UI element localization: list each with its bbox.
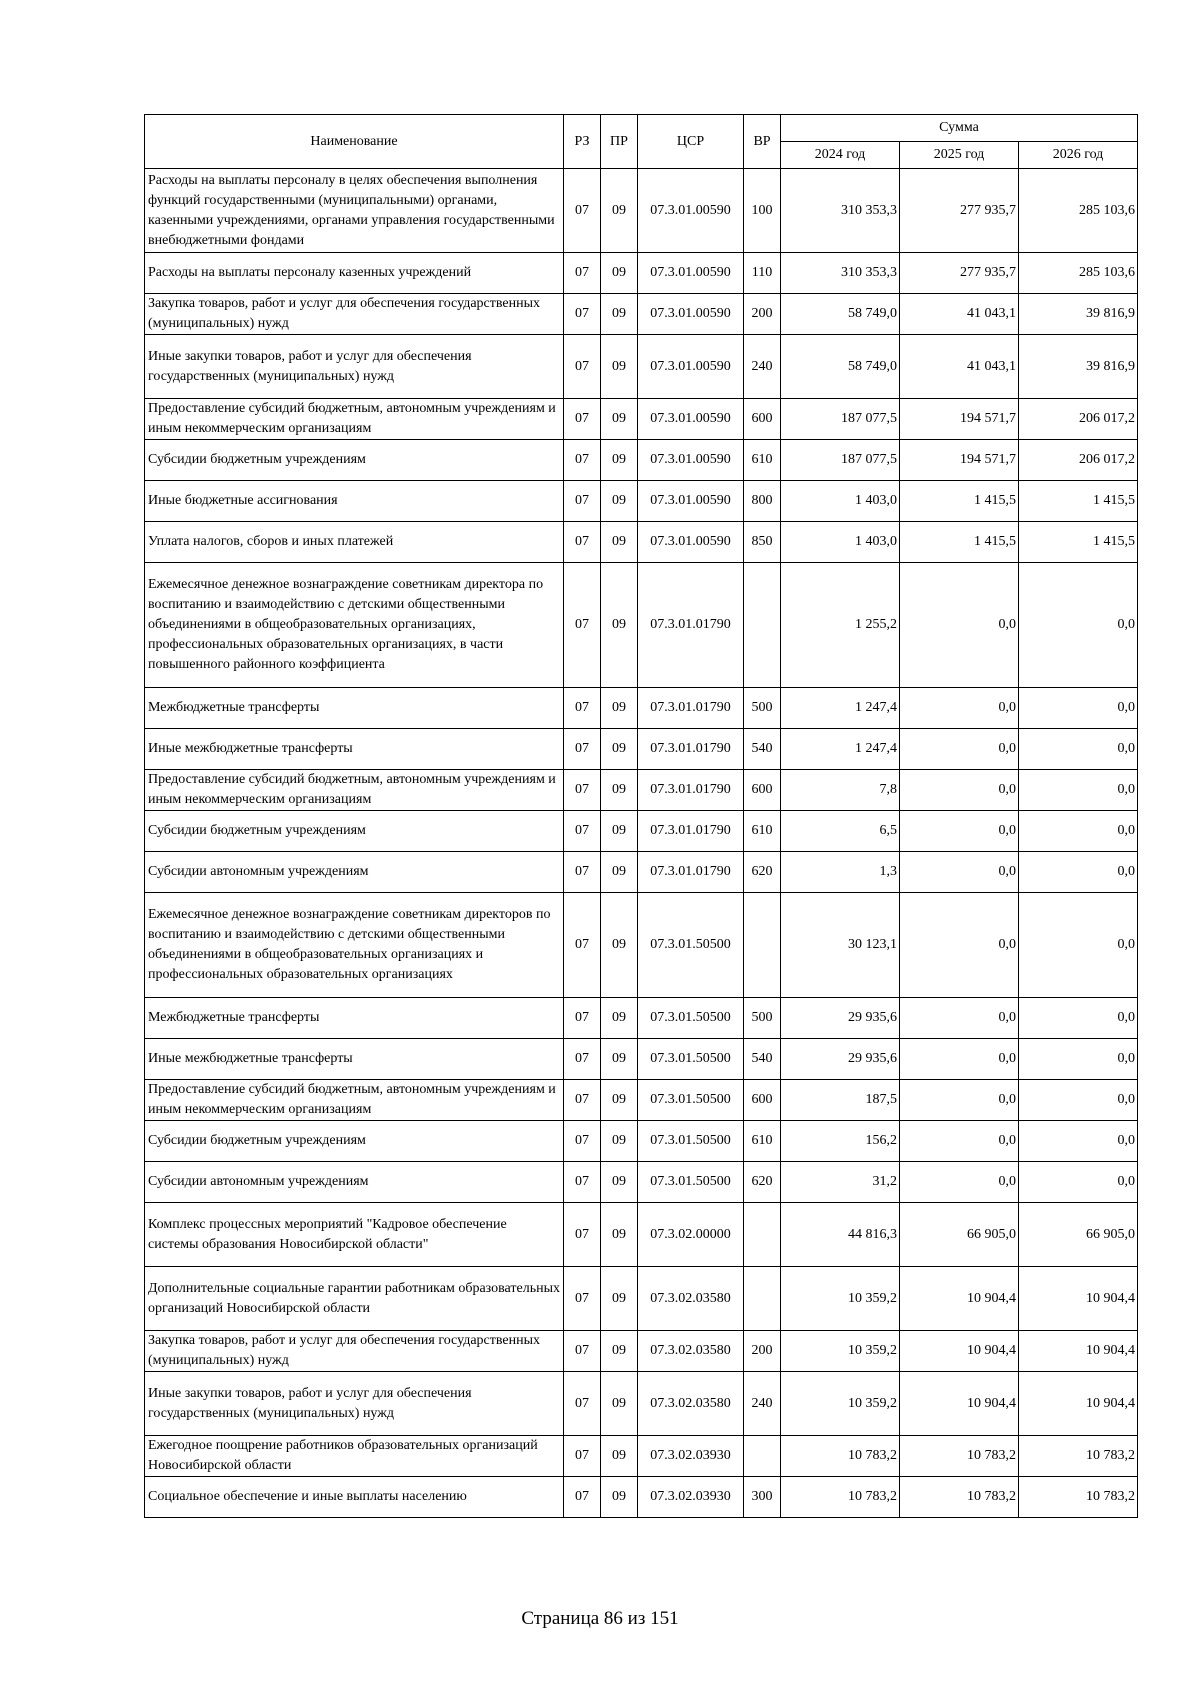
cell-pr: 09: [601, 770, 638, 811]
cell-name: Субсидии автономным учреждениям: [145, 1162, 564, 1203]
cell-2024: 1 403,0: [781, 522, 900, 563]
table-row: [145, 1080, 1138, 1121]
cell-vr: 600: [744, 1080, 781, 1121]
table-row: [145, 294, 1138, 335]
cell-name: Субсидии бюджетным учреждениям: [145, 440, 564, 481]
cell-vr: 600: [744, 770, 781, 811]
cell-pr: 09: [601, 852, 638, 893]
cell-pr: 09: [601, 1039, 638, 1080]
cell-2026: 285 103,6: [1019, 253, 1138, 294]
budget-table: [144, 114, 1138, 1518]
cell-csr: 07.3.01.50500: [638, 893, 744, 998]
cell-2026: 1 415,5: [1019, 481, 1138, 522]
cell-name: Уплата налогов, сборов и иных платежей: [145, 522, 564, 563]
cell-rz: 07: [564, 852, 601, 893]
header-rz: РЗ: [564, 115, 601, 169]
cell-2025: 0,0: [900, 811, 1019, 852]
cell-2024: 10 783,2: [781, 1477, 900, 1518]
table-body: [145, 169, 1138, 1518]
cell-pr: 09: [601, 440, 638, 481]
cell-2026: 66 905,0: [1019, 1203, 1138, 1267]
cell-2025: 66 905,0: [900, 1203, 1019, 1267]
cell-vr: 110: [744, 253, 781, 294]
cell-2026: 0,0: [1019, 770, 1138, 811]
cell-csr: 07.3.01.00590: [638, 522, 744, 563]
cell-pr: 09: [601, 563, 638, 688]
cell-name: Социальное обеспечение и иные выплаты населению: [145, 1477, 564, 1518]
cell-csr: 07.3.01.50500: [638, 1039, 744, 1080]
table-row: [145, 729, 1138, 770]
cell-2026: 10 904,4: [1019, 1331, 1138, 1372]
table-row: [145, 522, 1138, 563]
header-vr: ВР: [744, 115, 781, 169]
cell-pr: 09: [601, 729, 638, 770]
cell-name: Субсидии бюджетным учреждениям: [145, 811, 564, 852]
cell-csr: 07.3.01.50500: [638, 1080, 744, 1121]
cell-2026: 0,0: [1019, 1121, 1138, 1162]
cell-2024: 44 816,3: [781, 1203, 900, 1267]
cell-2025: 0,0: [900, 688, 1019, 729]
table-row: [145, 563, 1138, 688]
cell-2026: 0,0: [1019, 1080, 1138, 1121]
cell-pr: 09: [601, 811, 638, 852]
cell-2026: 206 017,2: [1019, 399, 1138, 440]
cell-pr: 09: [601, 998, 638, 1039]
table-row: [145, 770, 1138, 811]
cell-csr: 07.3.02.00000: [638, 1203, 744, 1267]
cell-rz: 07: [564, 522, 601, 563]
cell-rz: 07: [564, 169, 601, 253]
cell-2025: 1 415,5: [900, 481, 1019, 522]
cell-csr: 07.3.01.50500: [638, 998, 744, 1039]
cell-2024: 1 247,4: [781, 688, 900, 729]
cell-pr: 09: [601, 1162, 638, 1203]
cell-2025: 41 043,1: [900, 294, 1019, 335]
cell-csr: 07.3.01.01790: [638, 563, 744, 688]
cell-name: Расходы на выплаты персоналу в целях обеспечения выполнения функций государственными (муниципальными) органами, казенными учреждениями, органами управления государственными внебюджетными фондами: [145, 169, 564, 253]
cell-pr: 09: [601, 522, 638, 563]
cell-csr: 07.3.02.03930: [638, 1436, 744, 1477]
cell-2026: 10 904,4: [1019, 1372, 1138, 1436]
cell-name: Комплекс процессных мероприятий "Кадровое обеспечение системы образования Новосибирской области": [145, 1203, 564, 1267]
cell-csr: 07.3.01.01790: [638, 688, 744, 729]
cell-pr: 09: [601, 688, 638, 729]
cell-2025: 0,0: [900, 1080, 1019, 1121]
cell-name: Иные закупки товаров, работ и услуг для обеспечения государственных (муниципальных) нужд: [145, 1372, 564, 1436]
cell-rz: 07: [564, 563, 601, 688]
cell-vr: 610: [744, 811, 781, 852]
cell-rz: 07: [564, 1080, 601, 1121]
cell-pr: 09: [601, 335, 638, 399]
cell-vr: 600: [744, 399, 781, 440]
cell-name: Субсидии бюджетным учреждениям: [145, 1121, 564, 1162]
cell-2024: 10 359,2: [781, 1331, 900, 1372]
cell-2026: 206 017,2: [1019, 440, 1138, 481]
table-row: [145, 253, 1138, 294]
cell-2024: 310 353,3: [781, 253, 900, 294]
cell-2024: 31,2: [781, 1162, 900, 1203]
cell-vr: 850: [744, 522, 781, 563]
cell-2024: 1,3: [781, 852, 900, 893]
cell-2024: 29 935,6: [781, 1039, 900, 1080]
cell-pr: 09: [601, 169, 638, 253]
cell-name: Предоставление субсидий бюджетным, автономным учреждениям и иным некоммерческим организациям: [145, 399, 564, 440]
header-csr: ЦСР: [638, 115, 744, 169]
cell-name: Предоставление субсидий бюджетным, автономным учреждениям и иным некоммерческим организациям: [145, 770, 564, 811]
cell-csr: 07.3.01.01790: [638, 852, 744, 893]
cell-2025: 41 043,1: [900, 335, 1019, 399]
cell-2026: 0,0: [1019, 1162, 1138, 1203]
cell-2025: 0,0: [900, 998, 1019, 1039]
cell-2025: 194 571,7: [900, 399, 1019, 440]
cell-rz: 07: [564, 1477, 601, 1518]
cell-csr: 07.3.01.00590: [638, 169, 744, 253]
cell-pr: 09: [601, 1477, 638, 1518]
cell-name: Субсидии автономным учреждениям: [145, 852, 564, 893]
cell-rz: 07: [564, 1203, 601, 1267]
table-row: [145, 1039, 1138, 1080]
cell-2025: 0,0: [900, 729, 1019, 770]
cell-2026: 0,0: [1019, 852, 1138, 893]
cell-vr: 610: [744, 440, 781, 481]
cell-vr: 620: [744, 852, 781, 893]
cell-2024: 187 077,5: [781, 440, 900, 481]
cell-csr: 07.3.01.00590: [638, 440, 744, 481]
cell-name: Предоставление субсидий бюджетным, автономным учреждениям и иным некоммерческим организациям: [145, 1080, 564, 1121]
cell-2026: 39 816,9: [1019, 294, 1138, 335]
table-row: [145, 335, 1138, 399]
cell-name: Закупка товаров, работ и услуг для обеспечения государственных (муниципальных) нужд: [145, 294, 564, 335]
cell-2024: 156,2: [781, 1121, 900, 1162]
cell-pr: 09: [601, 893, 638, 998]
cell-rz: 07: [564, 1267, 601, 1331]
cell-2025: 277 935,7: [900, 169, 1019, 253]
cell-2024: 1 255,2: [781, 563, 900, 688]
cell-rz: 07: [564, 729, 601, 770]
cell-name: Ежемесячное денежное вознаграждение советникам директоров по воспитанию и взаимодействию с детскими общественными объединениями в общеобразовательных организациях и профессиональных образовательных организациях: [145, 893, 564, 998]
cell-rz: 07: [564, 294, 601, 335]
cell-rz: 07: [564, 893, 601, 998]
cell-rz: 07: [564, 688, 601, 729]
cell-name: Ежемесячное денежное вознаграждение советникам директора по воспитанию и взаимодействию с детскими общественными объединениями в общеобразовательных организациях, профессиональных образовательных организациях, в части повышенного районного коэффициента: [145, 563, 564, 688]
cell-vr: 240: [744, 1372, 781, 1436]
cell-2025: 0,0: [900, 893, 1019, 998]
cell-2025: 10 783,2: [900, 1477, 1019, 1518]
cell-2025: 10 904,4: [900, 1372, 1019, 1436]
cell-2026: 0,0: [1019, 1039, 1138, 1080]
cell-rz: 07: [564, 1039, 601, 1080]
cell-rz: 07: [564, 335, 601, 399]
cell-rz: 07: [564, 440, 601, 481]
cell-csr: 07.3.02.03580: [638, 1267, 744, 1331]
cell-2024: 30 123,1: [781, 893, 900, 998]
cell-csr: 07.3.01.00590: [638, 335, 744, 399]
cell-2026: 0,0: [1019, 998, 1138, 1039]
cell-rz: 07: [564, 1331, 601, 1372]
cell-pr: 09: [601, 1436, 638, 1477]
table-row: [145, 688, 1138, 729]
page-number: Страница 86 из 151: [521, 1608, 679, 1629]
cell-csr: 07.3.02.03580: [638, 1331, 744, 1372]
cell-pr: 09: [601, 1331, 638, 1372]
cell-2026: 1 415,5: [1019, 522, 1138, 563]
cell-rz: 07: [564, 253, 601, 294]
cell-csr: 07.3.01.01790: [638, 729, 744, 770]
table-row: [145, 481, 1138, 522]
cell-name: Иные бюджетные ассигнования: [145, 481, 564, 522]
header-pr: ПР: [601, 115, 638, 169]
cell-2024: 187 077,5: [781, 399, 900, 440]
table-row: [145, 998, 1138, 1039]
cell-name: Расходы на выплаты персоналу казенных учреждений: [145, 253, 564, 294]
cell-2024: 29 935,6: [781, 998, 900, 1039]
cell-vr: [744, 1436, 781, 1477]
cell-2024: 10 359,2: [781, 1372, 900, 1436]
table-row: [145, 1203, 1138, 1267]
cell-csr: 07.3.01.50500: [638, 1162, 744, 1203]
cell-2025: 194 571,7: [900, 440, 1019, 481]
header-year-2024: 2024 год: [781, 142, 900, 169]
cell-2024: 6,5: [781, 811, 900, 852]
cell-rz: 07: [564, 1436, 601, 1477]
cell-2026: 0,0: [1019, 811, 1138, 852]
table-row: [145, 1436, 1138, 1477]
cell-csr: 07.3.01.01790: [638, 811, 744, 852]
cell-vr: 540: [744, 729, 781, 770]
header-name: Наименование: [145, 115, 564, 169]
cell-pr: 09: [601, 399, 638, 440]
cell-2026: 0,0: [1019, 563, 1138, 688]
cell-vr: [744, 563, 781, 688]
cell-2026: 0,0: [1019, 688, 1138, 729]
cell-name: Межбюджетные трансферты: [145, 998, 564, 1039]
cell-2024: 10 359,2: [781, 1267, 900, 1331]
cell-rz: 07: [564, 1121, 601, 1162]
table-row: [145, 811, 1138, 852]
cell-2026: 10 904,4: [1019, 1267, 1138, 1331]
cell-pr: 09: [601, 294, 638, 335]
cell-rz: 07: [564, 399, 601, 440]
table-row: [145, 893, 1138, 998]
cell-csr: 07.3.01.00590: [638, 253, 744, 294]
cell-csr: 07.3.01.01790: [638, 770, 744, 811]
cell-2024: 1 247,4: [781, 729, 900, 770]
cell-vr: [744, 893, 781, 998]
cell-rz: 07: [564, 998, 601, 1039]
cell-rz: 07: [564, 481, 601, 522]
cell-csr: 07.3.01.00590: [638, 294, 744, 335]
cell-2025: 0,0: [900, 852, 1019, 893]
cell-2026: 39 816,9: [1019, 335, 1138, 399]
cell-rz: 07: [564, 1372, 601, 1436]
table-row: [145, 1121, 1138, 1162]
cell-csr: 07.3.02.03930: [638, 1477, 744, 1518]
cell-vr: 610: [744, 1121, 781, 1162]
cell-2025: 0,0: [900, 1039, 1019, 1080]
cell-2026: 0,0: [1019, 893, 1138, 998]
cell-name: Закупка товаров, работ и услуг для обеспечения государственных (муниципальных) нужд: [145, 1331, 564, 1372]
table-header: [145, 115, 1138, 169]
cell-pr: 09: [601, 1203, 638, 1267]
cell-csr: 07.3.02.03580: [638, 1372, 744, 1436]
cell-name: Дополнительные социальные гарантии работникам образовательных организаций Новосибирской области: [145, 1267, 564, 1331]
cell-2025: 0,0: [900, 563, 1019, 688]
cell-pr: 09: [601, 1267, 638, 1331]
cell-2026: 0,0: [1019, 729, 1138, 770]
cell-2025: 1 415,5: [900, 522, 1019, 563]
cell-2025: 0,0: [900, 1121, 1019, 1162]
cell-pr: 09: [601, 1080, 638, 1121]
cell-vr: 240: [744, 335, 781, 399]
cell-2024: 310 353,3: [781, 169, 900, 253]
cell-2024: 10 783,2: [781, 1436, 900, 1477]
cell-name: Иные закупки товаров, работ и услуг для обеспечения государственных (муниципальных) нужд: [145, 335, 564, 399]
cell-2025: 0,0: [900, 770, 1019, 811]
cell-vr: 620: [744, 1162, 781, 1203]
cell-vr: 540: [744, 1039, 781, 1080]
cell-name: Ежегодное поощрение работников образовательных организаций Новосибирской области: [145, 1436, 564, 1477]
cell-pr: 09: [601, 1121, 638, 1162]
cell-2024: 58 749,0: [781, 335, 900, 399]
table-row: [145, 1372, 1138, 1436]
cell-2024: 1 403,0: [781, 481, 900, 522]
cell-vr: 500: [744, 688, 781, 729]
cell-name: Межбюджетные трансферты: [145, 688, 564, 729]
cell-vr: [744, 1203, 781, 1267]
cell-vr: 200: [744, 294, 781, 335]
table-row: [145, 1477, 1138, 1518]
cell-2026: 10 783,2: [1019, 1477, 1138, 1518]
table-row: [145, 1162, 1138, 1203]
cell-2025: 0,0: [900, 1162, 1019, 1203]
table-row: [145, 440, 1138, 481]
table-row: [145, 1331, 1138, 1372]
header-year-2025: 2025 год: [900, 142, 1019, 169]
cell-2026: 10 783,2: [1019, 1436, 1138, 1477]
cell-vr: 300: [744, 1477, 781, 1518]
cell-csr: 07.3.01.50500: [638, 1121, 744, 1162]
cell-pr: 09: [601, 1372, 638, 1436]
table-row: [145, 1267, 1138, 1331]
cell-vr: 800: [744, 481, 781, 522]
cell-csr: 07.3.01.00590: [638, 481, 744, 522]
table-row: [145, 169, 1138, 253]
cell-2024: 58 749,0: [781, 294, 900, 335]
cell-2024: 7,8: [781, 770, 900, 811]
cell-2025: 10 904,4: [900, 1331, 1019, 1372]
cell-2025: 277 935,7: [900, 253, 1019, 294]
cell-2025: 10 904,4: [900, 1267, 1019, 1331]
cell-vr: 200: [744, 1331, 781, 1372]
cell-vr: [744, 1267, 781, 1331]
cell-name: Иные межбюджетные трансферты: [145, 729, 564, 770]
cell-csr: 07.3.01.00590: [638, 399, 744, 440]
cell-2025: 10 783,2: [900, 1436, 1019, 1477]
header-year-2026: 2026 год: [1019, 142, 1138, 169]
cell-2024: 187,5: [781, 1080, 900, 1121]
table-row: [145, 852, 1138, 893]
table-row: [145, 399, 1138, 440]
cell-rz: 07: [564, 770, 601, 811]
header-sum: Сумма: [781, 115, 1138, 142]
cell-pr: 09: [601, 481, 638, 522]
cell-vr: 100: [744, 169, 781, 253]
cell-name: Иные межбюджетные трансферты: [145, 1039, 564, 1080]
cell-rz: 07: [564, 1162, 601, 1203]
cell-rz: 07: [564, 811, 601, 852]
cell-pr: 09: [601, 253, 638, 294]
cell-2026: 285 103,6: [1019, 169, 1138, 253]
cell-vr: 500: [744, 998, 781, 1039]
